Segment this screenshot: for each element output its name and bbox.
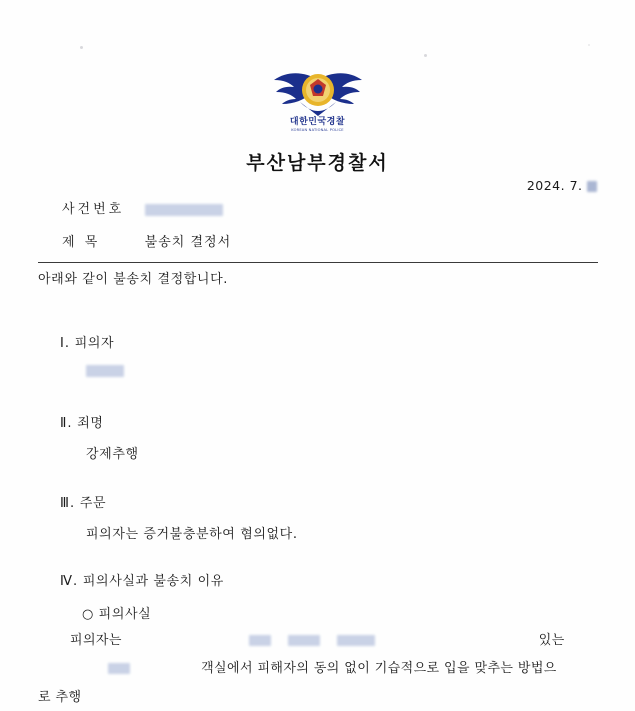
section-numeral: Ⅱ.: [60, 416, 73, 431]
redaction-room-number: [108, 663, 130, 674]
section-numeral: Ⅰ.: [60, 336, 70, 351]
scan-speck: [588, 44, 590, 46]
facts-line1-end: 있는: [538, 633, 565, 648]
section-decision: [60, 492, 298, 542]
redaction-location-a: [249, 635, 271, 646]
redaction-location-b: [288, 635, 320, 646]
section-facts-bullet: ○ 피의사실: [82, 607, 152, 622]
section-facts-and-reason: [60, 570, 224, 622]
page-title: 부산남부경찰서: [246, 152, 389, 174]
redaction-date: [587, 181, 597, 192]
redaction-suspect-name: [86, 365, 124, 377]
field-subject: [62, 231, 231, 250]
field-subject-value: 불송치 결정서: [144, 235, 232, 250]
section-numeral: Ⅳ.: [60, 574, 79, 589]
police-emblem: [270, 66, 366, 140]
emblem-main-text: 대한민국경찰: [289, 117, 346, 127]
field-case-number-label: 사건번호: [62, 202, 125, 217]
facts-line1-start: 피의자는: [70, 633, 122, 648]
section-heading-text: 피의사실과 불송치 이유: [82, 574, 224, 589]
facts-paragraph-line-2: [108, 657, 557, 676]
redaction-case-number: [145, 204, 223, 216]
field-case-number: [62, 198, 223, 217]
redaction-location-c: [337, 635, 375, 646]
section-facts-heading: [60, 570, 224, 589]
facts-paragraph-line-1: [70, 629, 565, 648]
section-charge-body: 강제추행: [86, 447, 139, 462]
section-charge-heading: [60, 412, 139, 431]
section-suspect: [60, 332, 124, 378]
scan-speck: [80, 46, 83, 49]
section-charge: [60, 412, 139, 462]
document-date-text: 2024. 7.: [526, 178, 583, 193]
lead-sentence: 아래와 같이 불송치 결정합니다.: [38, 272, 228, 287]
emblem-sub-text: KOREAN NATIONAL POLICE: [291, 128, 344, 132]
facts-paragraph-line-3: 로 추행: [38, 690, 82, 705]
field-subject-label: 제 목: [62, 235, 101, 250]
section-decision-heading: [60, 492, 298, 511]
document-date: [527, 178, 597, 193]
section-suspect-heading: [60, 332, 124, 351]
section-decision-body: 피의자는 증거불충분하여 혐의없다.: [86, 527, 298, 542]
section-heading-text: 죄명: [77, 416, 104, 431]
scan-speck: [424, 54, 427, 57]
section-heading-text: 피의자: [74, 336, 115, 351]
section-suspect-body: [86, 363, 124, 378]
section-heading-text: 주문: [79, 496, 107, 511]
facts-line2-text: 객실에서 피해자의 동의 없이 기습적으로 입을 맞추는 방법으: [201, 661, 557, 676]
section-numeral: Ⅲ.: [60, 496, 76, 511]
horizontal-divider: [38, 262, 598, 263]
